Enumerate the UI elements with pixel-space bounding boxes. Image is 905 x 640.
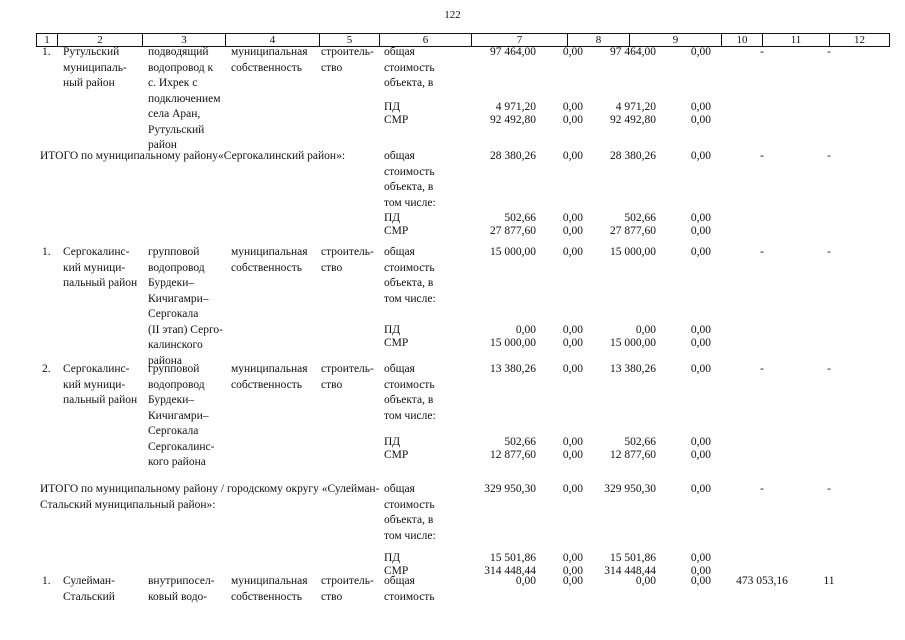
ownership-cell: муниципальная собственность — [231, 363, 308, 391]
smr-c10: 0,00 — [690, 225, 711, 237]
cost-c12: - — [827, 46, 831, 58]
cost-c12: - — [827, 150, 831, 162]
cost-label: общая стоимость объекта, в — [384, 46, 435, 89]
cost-c12: - — [827, 483, 831, 495]
pd-c10: 0,00 — [690, 436, 711, 448]
smr-c8: 0,00 — [562, 449, 583, 461]
col-header-2: 2 — [58, 34, 143, 46]
row-number: 1. — [42, 246, 51, 258]
smr-c9: 314 448,44 — [604, 565, 656, 577]
cost-c10: 0,00 — [690, 575, 711, 587]
cost-c11: - — [760, 363, 764, 375]
cost-c11: - — [760, 483, 764, 495]
pd-c9: 502,66 — [624, 436, 656, 448]
cost-label: общая стоимость объекта, в том числе: — [384, 246, 436, 305]
cost-c7: 97 464,00 — [490, 46, 536, 58]
smr-label: СМР — [384, 225, 409, 237]
pd-c8: 0,00 — [562, 212, 583, 224]
cost-c7: 0,00 — [515, 575, 536, 587]
row-number: 1. — [42, 575, 51, 587]
work-type-cell: строитель- ство — [321, 363, 374, 391]
col-header-8: 8 — [568, 34, 630, 46]
cost-c8: 0,00 — [562, 363, 583, 375]
cost-c9: 329 950,30 — [604, 483, 656, 495]
cost-c7: 15 000,00 — [490, 246, 536, 258]
cost-c8: 0,00 — [562, 483, 583, 495]
pd-c7: 0,00 — [515, 324, 536, 336]
col-header-10: 10 — [722, 34, 763, 46]
pd-label: ПД — [384, 552, 401, 564]
work-type-cell: строитель- ство — [321, 46, 374, 74]
pd-c7: 15 501,86 — [490, 552, 536, 564]
cost-c9: 97 464,00 — [610, 46, 656, 58]
pd-c7: 502,66 — [504, 436, 536, 448]
cost-c11: - — [760, 46, 764, 58]
district-cell: Сергокалинс- кий муници- пальный район — [63, 363, 138, 406]
cost-label: общая стоимость — [384, 575, 435, 603]
pd-c8: 0,00 — [562, 552, 583, 564]
pd-label: ПД — [384, 212, 401, 224]
object-cell: внутрипосел- ковый водо- — [148, 575, 215, 603]
smr-c9: 15 000,00 — [610, 337, 656, 349]
cost-c12: - — [827, 363, 831, 375]
cost-c10: 0,00 — [690, 46, 711, 58]
col-header-5: 5 — [320, 34, 380, 46]
cost-c9: 28 380,26 — [610, 150, 656, 162]
cost-c7: 13 380,26 — [490, 363, 536, 375]
cost-label: общая стоимость объекта, в том числе: — [384, 150, 436, 209]
smr-label: СМР — [384, 565, 409, 577]
col-header-7: 7 — [472, 34, 568, 46]
pd-c7: 4 971,20 — [495, 101, 536, 113]
cost-c11: 473 053,16 — [736, 575, 788, 587]
col-header-3: 3 — [143, 34, 226, 46]
cost-label: общая стоимость объекта, в том числе: — [384, 483, 436, 542]
smr-label: СМР — [384, 449, 409, 461]
smr-c9: 92 492,80 — [610, 114, 656, 126]
smr-c9: 12 877,60 — [610, 449, 656, 461]
smr-c8: 0,00 — [562, 114, 583, 126]
cost-label: общая стоимость объекта, в том числе: — [384, 363, 436, 422]
smr-c8: 0,00 — [562, 565, 583, 577]
district-cell: Рутульский муниципаль- ный район — [63, 46, 127, 89]
col-header-4: 4 — [226, 34, 320, 46]
cost-c10: 0,00 — [690, 150, 711, 162]
smr-c10: 0,00 — [690, 449, 711, 461]
cost-c8: 0,00 — [562, 150, 583, 162]
cost-c10: 0,00 — [690, 483, 711, 495]
total-label: ИТОГО по муниципальному району / городскому округу «Сулейман- Стальский муниципальный район»: — [40, 483, 380, 511]
ownership-cell: муниципальная собственность — [231, 575, 308, 603]
ownership-cell: муниципальная собственность — [231, 46, 308, 74]
smr-label: СМР — [384, 337, 409, 349]
col-header-1: 1 — [37, 34, 58, 46]
pd-c9: 4 971,20 — [615, 101, 656, 113]
cost-c9: 13 380,26 — [610, 363, 656, 375]
smr-c8: 0,00 — [562, 225, 583, 237]
pd-c9: 15 501,86 — [610, 552, 656, 564]
col-header-9: 9 — [630, 34, 722, 46]
cost-c8: 0,00 — [562, 575, 583, 587]
pd-c9: 0,00 — [635, 324, 656, 336]
cost-c11: - — [760, 150, 764, 162]
row-number: 2. — [42, 363, 51, 375]
pd-c10: 0,00 — [690, 212, 711, 224]
col-header-11: 11 — [763, 34, 830, 46]
smr-c9: 27 877,60 — [610, 225, 656, 237]
cost-c11: - — [760, 246, 764, 258]
cost-c7: 28 380,26 — [490, 150, 536, 162]
pd-label: ПД — [384, 324, 401, 336]
pd-c10: 0,00 — [690, 552, 711, 564]
ownership-cell: муниципальная собственность — [231, 246, 308, 274]
pd-c8: 0,00 — [562, 101, 583, 113]
smr-c7: 92 492,80 — [490, 114, 536, 126]
smr-c7: 12 877,60 — [490, 449, 536, 461]
cost-c12: - — [827, 246, 831, 258]
object-cell: подводящий водопровод к с. Ихрек с подключением села Аран, Рутульский район — [148, 46, 221, 151]
work-type-cell: строитель- ство — [321, 575, 374, 603]
cost-c9: 15 000,00 — [610, 246, 656, 258]
cost-c8: 0,00 — [562, 246, 583, 258]
pd-c10: 0,00 — [690, 324, 711, 336]
cost-c7: 329 950,30 — [484, 483, 536, 495]
smr-c10: 0,00 — [690, 565, 711, 577]
pd-c8: 0,00 — [562, 436, 583, 448]
cost-c10: 0,00 — [690, 246, 711, 258]
pd-c9: 502,66 — [624, 212, 656, 224]
object-cell: групповой водопровод Бурдеки– Кичигамри– Сергокала (II этап) Серго- калинского района — [148, 246, 223, 367]
pd-label: ПД — [384, 436, 401, 448]
smr-c7: 15 000,00 — [490, 337, 536, 349]
pd-c10: 0,00 — [690, 101, 711, 113]
smr-c7: 27 877,60 — [490, 225, 536, 237]
pd-label: ПД — [384, 101, 401, 113]
page-number: 122 — [444, 9, 461, 21]
pd-c8: 0,00 — [562, 324, 583, 336]
col-header-6: 6 — [380, 34, 472, 46]
smr-c7: 314 448,44 — [484, 565, 536, 577]
col-header-12: 12 — [854, 34, 865, 46]
smr-c8: 0,00 — [562, 337, 583, 349]
object-cell: групповой водопровод Бурдеки– Кичигамри– Сергокала Сергокалинс- кого района — [148, 363, 215, 468]
row-number: 1. — [42, 46, 51, 58]
cost-c9: 0,00 — [635, 575, 656, 587]
cost-c10: 0,00 — [690, 363, 711, 375]
work-type-cell: строитель- ство — [321, 246, 374, 274]
pd-c7: 502,66 — [504, 212, 536, 224]
smr-label: СМР — [384, 114, 409, 126]
district-cell: Сергокалинс- кий муници- пальный район — [63, 246, 138, 289]
district-cell: Сулейман- Стальский — [63, 575, 115, 603]
total-label: ИТОГО по муниципальному району«Сергокалинский район»: — [40, 150, 346, 162]
cost-c8: 0,00 — [562, 46, 583, 58]
smr-c10: 0,00 — [690, 337, 711, 349]
cost-c12: 11 — [823, 575, 835, 587]
smr-c10: 0,00 — [690, 114, 711, 126]
